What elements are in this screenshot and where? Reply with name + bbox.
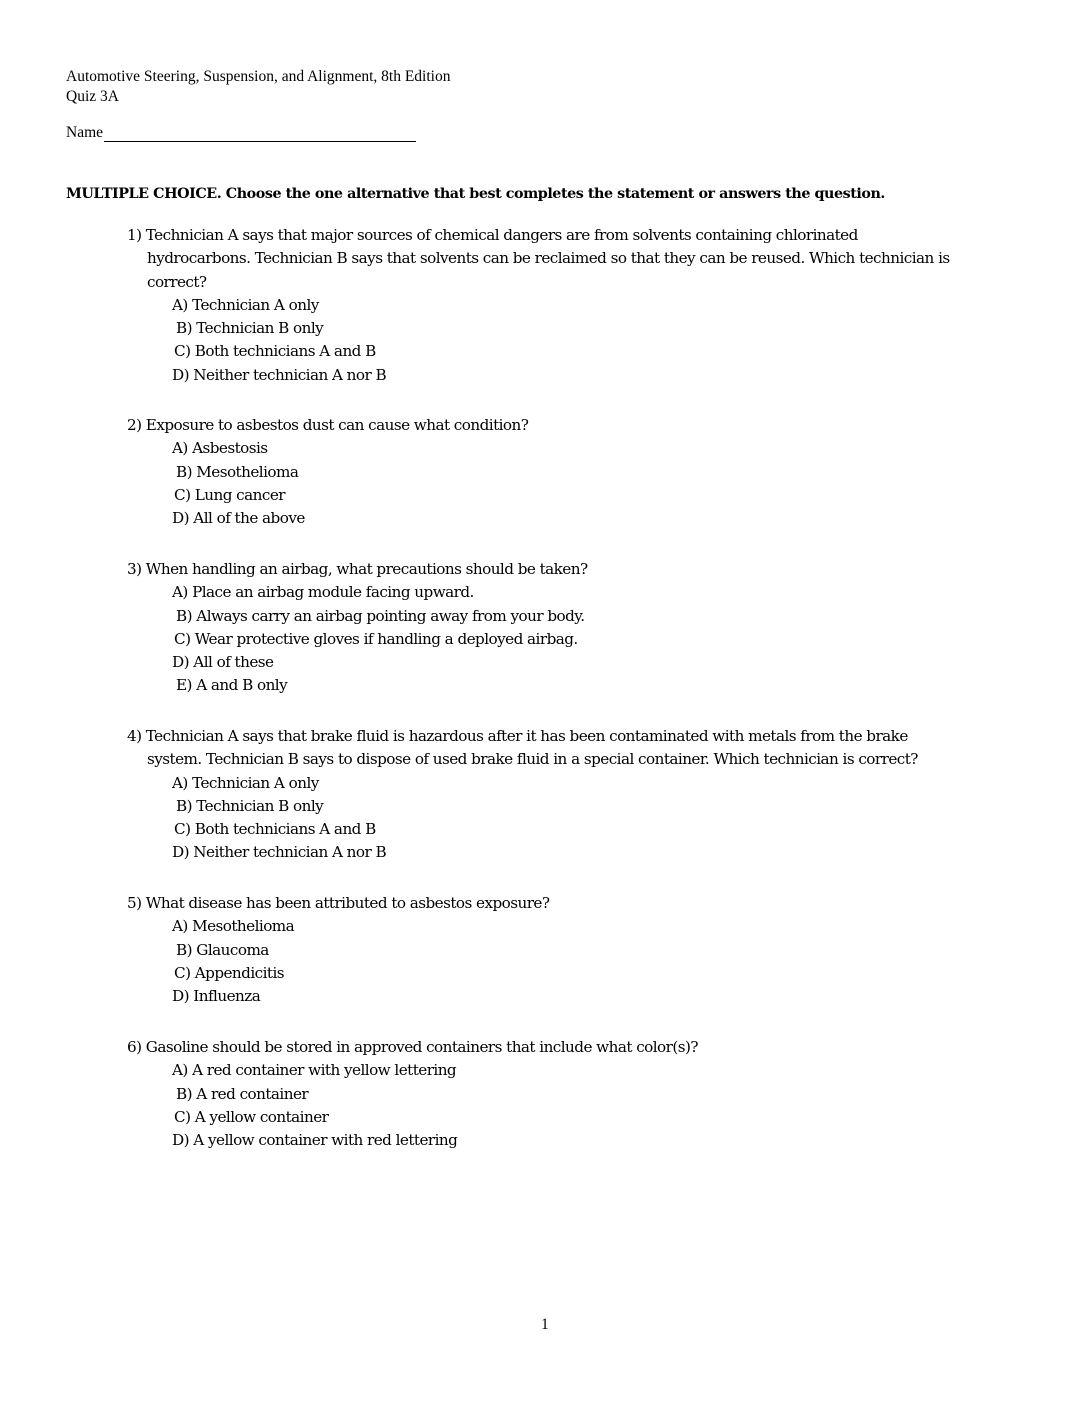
answer-option[interactable]: [127, 605, 1027, 628]
option-text: Asbestosis: [192, 439, 268, 458]
question-stem: [127, 414, 1027, 437]
option-letter: C): [174, 629, 191, 648]
question-stem-line: What disease has been attributed to asbestos exposure?: [145, 894, 550, 912]
option-text: A red container with yellow lettering: [192, 1061, 457, 1080]
question-6: [127, 1036, 1027, 1152]
option-letter: C): [174, 963, 191, 982]
question-stem: [127, 224, 1027, 294]
question-1: [127, 224, 1027, 387]
answer-option[interactable]: [127, 674, 1027, 697]
option-text: All of these: [193, 653, 274, 672]
option-text: Appendicitis: [194, 963, 285, 982]
option-text: A red container: [196, 1084, 309, 1103]
question-stem-line: Exposure to asbestos dust can cause what condition?: [145, 416, 529, 434]
option-text: Technician A only: [192, 295, 319, 314]
option-letter: A): [172, 917, 188, 936]
option-letter: D): [172, 365, 190, 384]
question-4: [127, 725, 1027, 865]
option-letter: A): [172, 1061, 188, 1080]
option-letter: A): [172, 773, 188, 792]
option-letter: C): [174, 1107, 191, 1126]
option-text: Neither technician A nor B: [193, 843, 387, 862]
option-letter: A): [172, 583, 188, 602]
question-stem: [127, 725, 1027, 772]
page-number: 1: [541, 1316, 549, 1333]
question-stem: [127, 892, 1027, 915]
option-text: Both technicians A and B: [194, 342, 376, 361]
question-number: 3): [127, 560, 142, 578]
option-letter: D): [172, 509, 190, 528]
question-stem-line: Gasoline should be stored in approved containers that include what color(s)?: [145, 1038, 698, 1056]
answer-option[interactable]: [127, 340, 1027, 363]
answer-option[interactable]: [127, 1106, 1027, 1129]
option-text: Mesothelioma: [196, 462, 299, 481]
option-text: Wear protective gloves if handling a deployed airbag.: [194, 629, 578, 648]
answer-option[interactable]: [127, 484, 1027, 507]
answer-option[interactable]: [127, 294, 1027, 317]
option-text: Neither technician A nor B: [193, 365, 387, 384]
question-number: 1): [127, 226, 142, 244]
answer-option[interactable]: [127, 1059, 1027, 1082]
option-text: All of the above: [193, 509, 305, 528]
option-letter: C): [174, 485, 191, 504]
option-text: A yellow container: [194, 1107, 329, 1126]
question-2: [127, 414, 1027, 530]
answer-option[interactable]: [127, 795, 1027, 818]
answer-option[interactable]: [127, 962, 1027, 985]
question-stem-line: system. Technician B says to dispose of used brake fluid in a special container. Which technician is correct?: [147, 750, 918, 769]
answer-option[interactable]: [127, 1129, 1027, 1152]
option-text: Place an airbag module facing upward.: [192, 583, 474, 602]
question-number: 4): [127, 727, 142, 745]
option-text: Glaucoma: [196, 940, 269, 959]
answer-option[interactable]: [127, 841, 1027, 864]
instructions: MULTIPLE CHOICE. Choose the one alternative that best completes the statement or answers the question.: [66, 186, 885, 202]
option-text: A and B only: [196, 676, 288, 695]
option-letter: D): [172, 843, 190, 862]
option-text: Technician B only: [196, 319, 324, 338]
answer-option[interactable]: [127, 651, 1027, 674]
option-text: Influenza: [193, 987, 261, 1006]
option-letter: C): [174, 342, 191, 361]
answer-option[interactable]: [127, 581, 1027, 604]
answer-option[interactable]: [127, 985, 1027, 1008]
option-letter: C): [174, 820, 191, 839]
answer-option[interactable]: [127, 437, 1027, 460]
option-letter: B): [176, 940, 192, 959]
answer-option[interactable]: [127, 461, 1027, 484]
option-text: Both technicians A and B: [194, 820, 376, 839]
question-number: 5): [127, 894, 142, 912]
question-5: [127, 892, 1027, 1008]
option-letter: D): [172, 653, 190, 672]
option-letter: B): [176, 319, 192, 338]
question-number: 6): [127, 1038, 142, 1056]
name-label: Name: [66, 124, 104, 141]
answer-option[interactable]: [127, 915, 1027, 938]
answer-option[interactable]: [127, 364, 1027, 387]
answer-option[interactable]: [127, 1083, 1027, 1106]
question-stem: [127, 558, 1027, 581]
question-3: [127, 558, 1027, 698]
document-title: Automotive Steering, Suspension, and Alignment, 8th Edition: [66, 68, 451, 85]
question-stem-line: hydrocarbons. Technician B says that solvents can be reclaimed so that they can be reused. Which technician is: [147, 249, 950, 268]
question-stem-line: Technician A says that brake fluid is hazardous after it has been contaminated with metals from the brake: [145, 727, 908, 745]
option-text: Technician B only: [196, 796, 324, 815]
option-letter: D): [172, 1131, 190, 1150]
option-letter: A): [172, 439, 188, 458]
option-text: A yellow container with red lettering: [193, 1131, 458, 1150]
option-text: Mesothelioma: [192, 917, 295, 936]
option-letter: A): [172, 295, 188, 314]
question-stem-line: Technician A says that major sources of chemical dangers are from solvents containing chlorinated: [145, 226, 858, 244]
name-blank-line[interactable]: [104, 124, 416, 142]
answer-option[interactable]: [127, 507, 1027, 530]
answer-option[interactable]: [127, 939, 1027, 962]
question-stem-line: When handling an airbag, what precautions should be taken?: [145, 560, 588, 578]
option-letter: E): [176, 676, 192, 695]
question-stem-line: correct?: [147, 272, 207, 291]
answer-option[interactable]: [127, 818, 1027, 841]
option-letter: B): [176, 796, 192, 815]
answer-option[interactable]: [127, 628, 1027, 651]
option-text: Always carry an airbag pointing away from your body.: [196, 606, 585, 625]
answer-option[interactable]: [127, 317, 1027, 340]
option-letter: B): [176, 462, 192, 481]
option-letter: D): [172, 987, 190, 1006]
quiz-label: Quiz 3A: [66, 88, 119, 105]
option-letter: B): [176, 606, 192, 625]
question-stem: [127, 1036, 1027, 1059]
name-field-row: [66, 124, 416, 142]
question-number: 2): [127, 416, 142, 434]
answer-option[interactable]: [127, 772, 1027, 795]
option-letter: B): [176, 1084, 192, 1103]
option-text: Technician A only: [192, 773, 319, 792]
option-text: Lung cancer: [194, 485, 285, 504]
